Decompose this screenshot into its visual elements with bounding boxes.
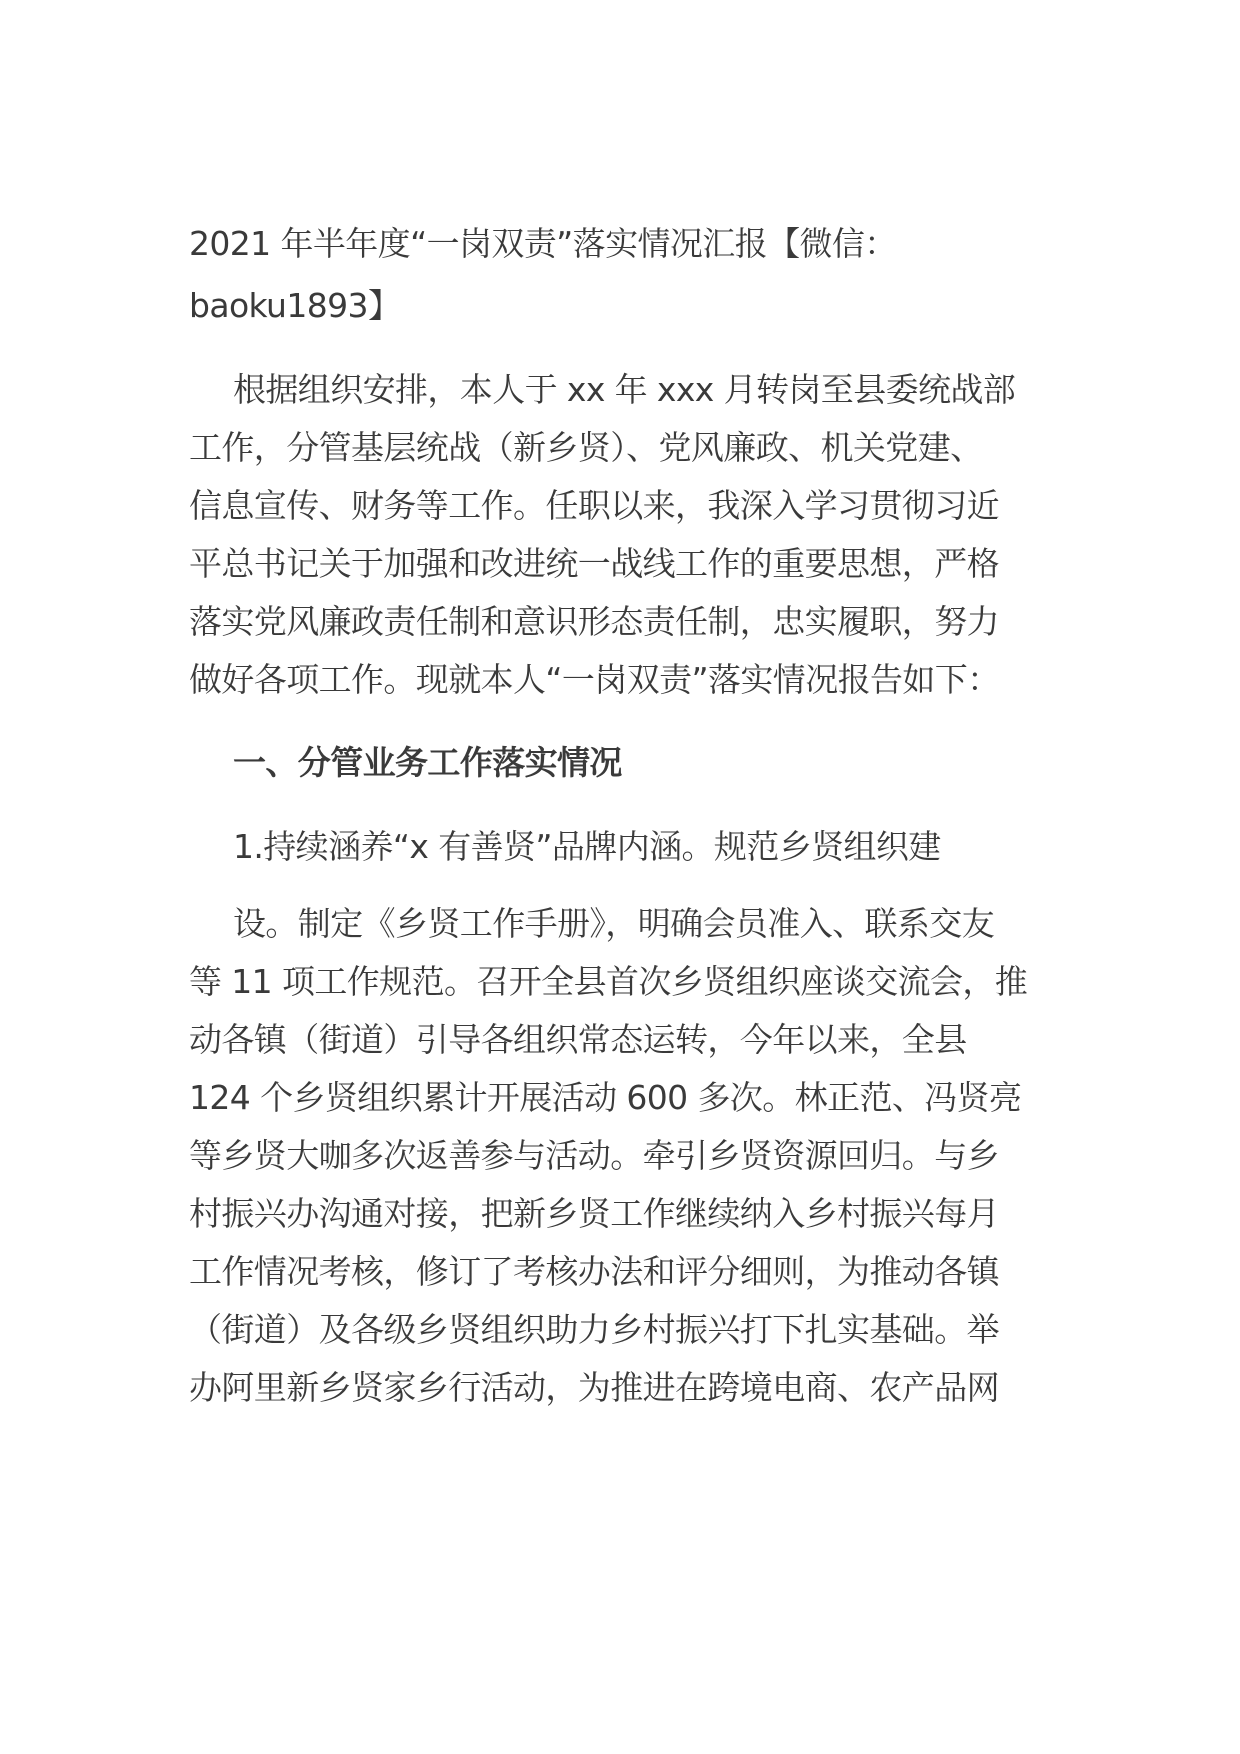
intro-line-6: 做好各项工作。现就本人“一岗双责”落实情况报告如下：: [189, 660, 1000, 699]
intro-line-3: 信息宣传、财务等工作。任职以来，我深入学习贯彻习近: [189, 486, 1000, 525]
body-line-4: 124 个乡贤组织累计开展活动 600 多次。林正范、冯贤亮: [189, 1078, 1022, 1117]
body-line-3: 动各镇（街道）引导各组织常态运转，今年以来，全县: [189, 1020, 967, 1059]
title-line-2: baoku1893】: [189, 286, 401, 325]
body-line-8: （街道）及各级乡贤组织助力乡村振兴打下扎实基础。举: [189, 1310, 1000, 1349]
intro-line-2: 工作，分管基层统战（新乡贤）、党风廉政、机关党建、: [189, 428, 983, 467]
intro-line-4: 平总书记关于加强和改进统一战线工作的重要思想，严格: [189, 544, 1000, 583]
body-line-6: 村振兴办沟通对接，把新乡贤工作继续纳入乡村振兴每月: [189, 1194, 1000, 1233]
body-line-2: 等 11 项工作规范。召开全县首次乡贤组织座谈交流会，推: [189, 962, 1028, 1001]
title-line-1: 2021 年半年度“一岗双责”落实情况汇报【微信：: [189, 224, 897, 263]
body-line-7: 工作情况考核，修订了考核办法和评分细则，为推动各镇: [189, 1252, 1000, 1291]
body-line-1: 设。制定《乡贤工作手册》，明确会员准入、联系交友: [233, 904, 995, 943]
body-line-5: 等乡贤大咖多次返善参与活动。牵引乡贤资源回归。与乡: [189, 1136, 1000, 1175]
body-line-9: 办阿里新乡贤家乡行活动，为推进在跨境电商、农产品网: [189, 1368, 1000, 1407]
section-heading: 一、分管业务工作落实情况: [233, 743, 622, 782]
intro-line-5: 落实党风廉政责任制和意识形态责任制，忠实履职，努力: [189, 602, 1000, 641]
intro-line-1: 根据组织安排，本人于 xx 年 xxx 月转岗至县委统战部: [233, 370, 1016, 409]
item1-line: 1.持续涵养“x 有善贤”品牌内涵。规范乡贤组织建: [233, 827, 941, 866]
